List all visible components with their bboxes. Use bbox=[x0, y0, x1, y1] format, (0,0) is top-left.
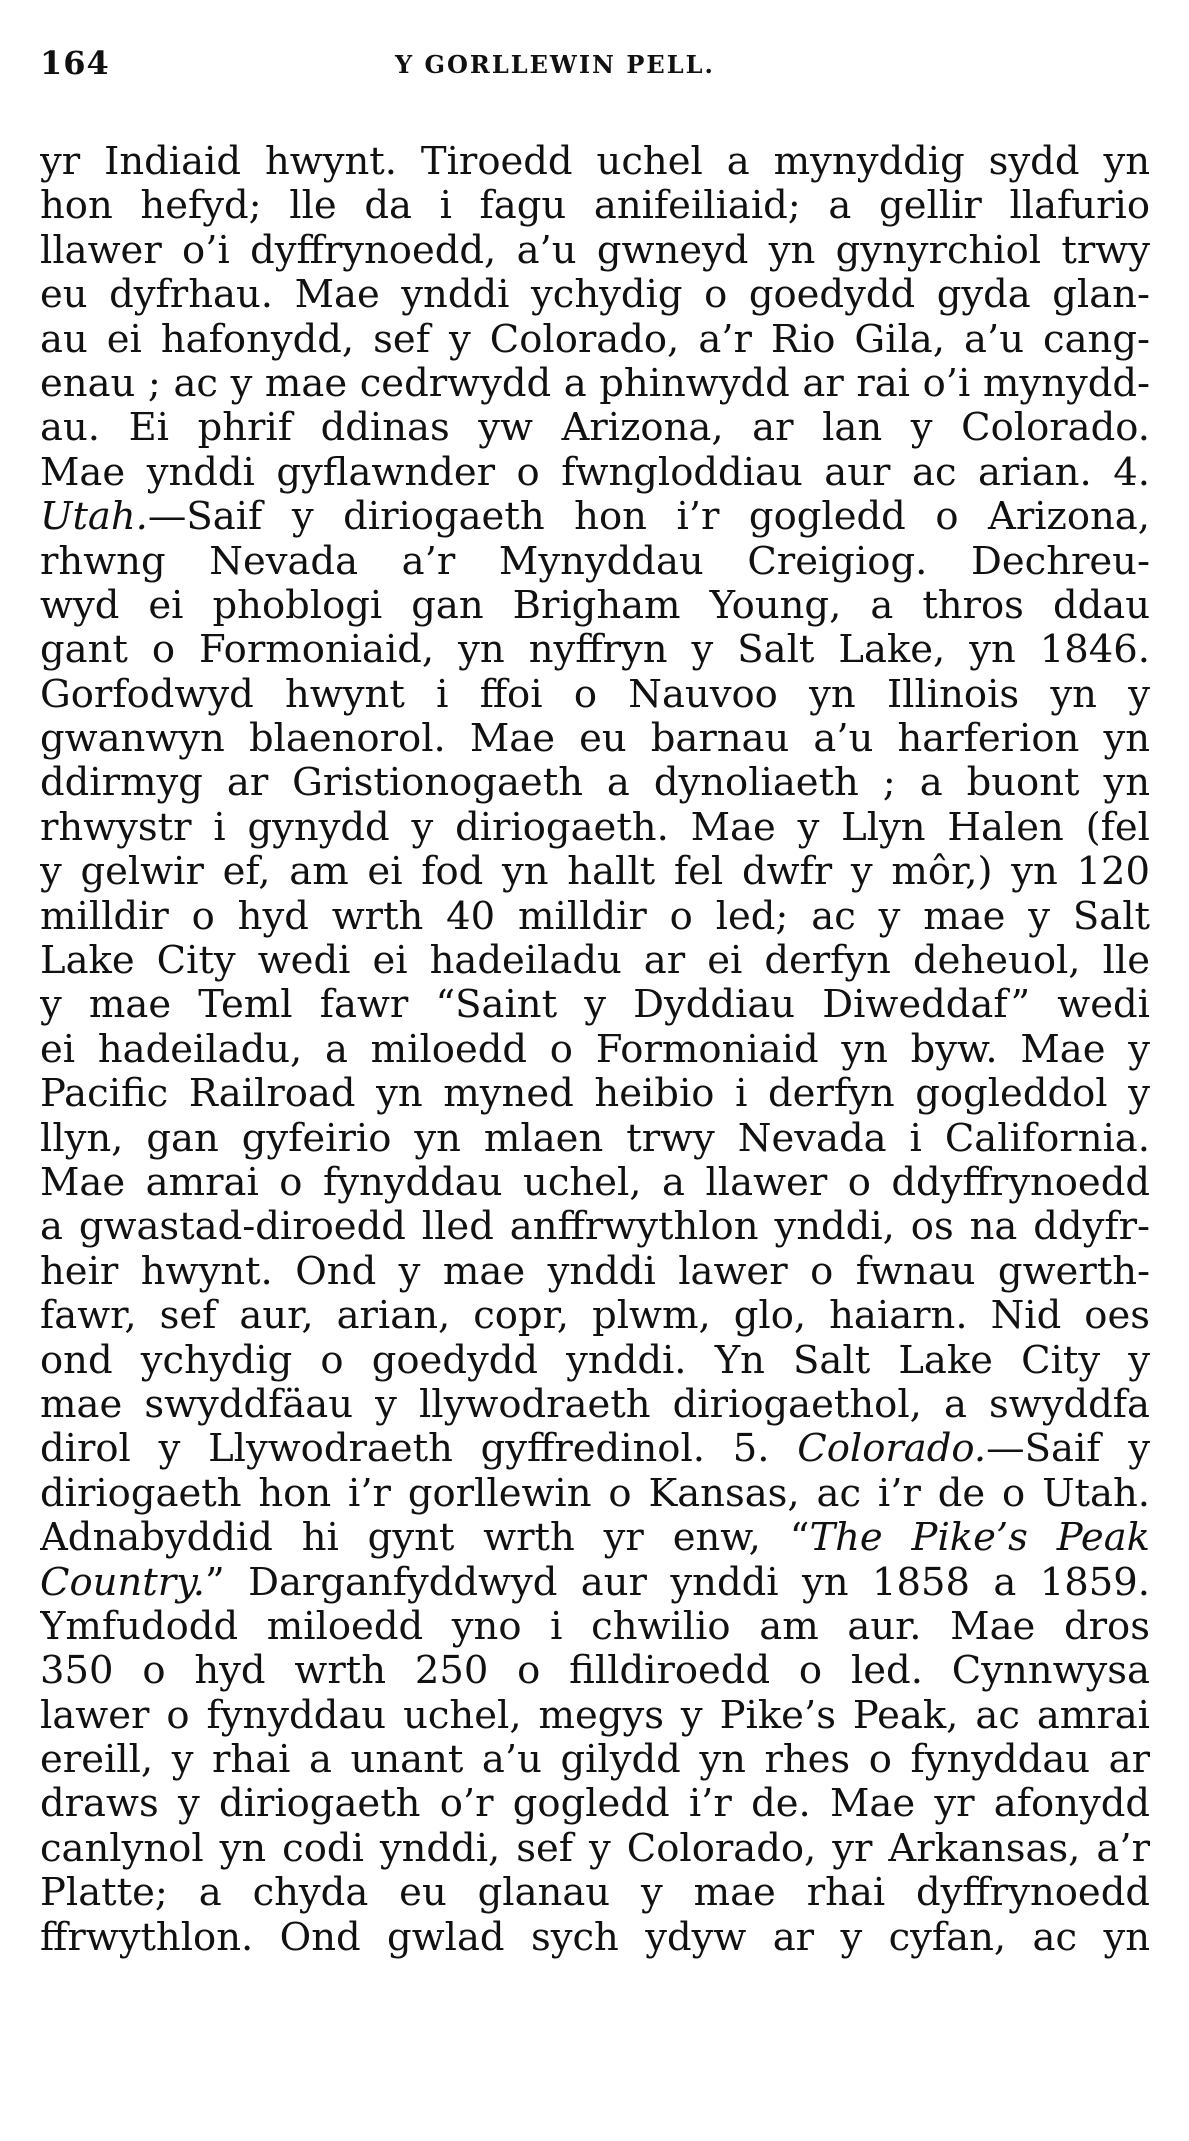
text-line bbox=[40, 939, 1150, 983]
text-line bbox=[40, 717, 1150, 761]
text-line bbox=[40, 318, 1150, 362]
italic-run: Country. bbox=[40, 1560, 205, 1605]
text-line bbox=[40, 850, 1150, 894]
text-line bbox=[40, 540, 1150, 584]
text-run: ddirmyg ar Gristionogaeth a dynoliaeth ; a buont yn bbox=[40, 761, 1150, 806]
text-line bbox=[40, 1694, 1150, 1738]
text-run: enau ; ac y mae cedrwydd a phinwydd ar rai o’i mynydd- bbox=[40, 361, 1150, 406]
text-line bbox=[40, 1871, 1150, 1915]
text-run: draws y diriogaeth o’r gogledd i’r de. Mae yr afonydd bbox=[40, 1782, 1150, 1827]
text-line bbox=[40, 451, 1150, 495]
text-run: lawer o fynyddau uchel, megys y Pike’s Peak, ac amrai bbox=[40, 1693, 1150, 1738]
text-line bbox=[40, 1605, 1150, 1649]
text-line bbox=[40, 1250, 1150, 1294]
text-line bbox=[40, 806, 1150, 850]
text-run: Ymfudodd miloedd yno i chwilio am aur. Mae dros bbox=[40, 1604, 1150, 1649]
italic-run: Utah. bbox=[40, 495, 148, 540]
text-run: Mae ynddi gyflawnder o fwngloddiau aur ac arian. 4. bbox=[40, 450, 1150, 495]
body-text bbox=[40, 140, 1150, 1960]
text-run: ffrwythlon. Ond gwlad sych ydyw ar y cyfan, ac yn bbox=[40, 1915, 1150, 1960]
text-run: fawr, sef aur, arian, copr, plwm, glo, haiarn. Nid oes bbox=[40, 1294, 1150, 1339]
text-run: yr Indiaid hwynt. Tiroedd uchel a mynyddig sydd yn bbox=[40, 140, 1150, 184]
text-line bbox=[40, 1028, 1150, 1072]
italic-run: Colorado. bbox=[797, 1427, 987, 1472]
text-line bbox=[40, 895, 1150, 939]
text-line bbox=[40, 628, 1150, 672]
text-line bbox=[40, 229, 1150, 273]
text-line bbox=[40, 761, 1150, 805]
text-run: ond ychydig o goedydd ynddi. Yn Salt Lake City y bbox=[40, 1338, 1150, 1383]
text-run: llyn, gan gyfeirio yn mlaen trwy Nevada i California. bbox=[40, 1116, 1150, 1161]
text-run: diriogaeth hon i’r gorllewin o Kansas, ac i’r de o Utah. bbox=[40, 1471, 1150, 1516]
text-run: llawer o’i dyffrynoedd, a’u gwneyd yn gynyrchiol trwy bbox=[40, 228, 1150, 273]
text-run: y gelwir ef, am ei fod yn hallt fel dwfr y môr,) yn 120 bbox=[40, 850, 1150, 895]
text-run: eu dyfrhau. Mae ynddi ychydig o goedydd gyda glan- bbox=[40, 273, 1150, 318]
text-run: canlynol yn codi ynddi, sef y Colorado, yr Arkansas, a’r bbox=[40, 1826, 1150, 1871]
text-run: Adnabyddid hi gynt wrth yr enw, “ bbox=[40, 1516, 810, 1561]
text-run: gant o Formoniaid, yn nyffryn y Salt Lake, yn 1846. bbox=[40, 628, 1150, 673]
text-run: —Saif y bbox=[986, 1427, 1150, 1472]
text-run: dirol y Llywodraeth gyffredinol. 5. bbox=[40, 1427, 798, 1472]
page-number: 164 bbox=[40, 44, 110, 82]
text-run: wyd ei phoblogi gan Brigham Young, a thros ddau bbox=[40, 583, 1150, 628]
text-line bbox=[40, 1827, 1150, 1871]
text-run: milldir o hyd wrth 40 milldir o led; ac y mae y Salt bbox=[40, 894, 1150, 939]
text-run: —Saif y diriogaeth hon i’r gogledd o Arizona, bbox=[147, 495, 1150, 540]
text-run: rhwystr i gynydd y diriogaeth. Mae y Llyn Halen (fel bbox=[40, 805, 1150, 850]
text-run: hon hefyd; lle da i fagu anifeiliaid; a gellir llafurio bbox=[40, 184, 1150, 229]
text-line bbox=[40, 362, 1150, 406]
text-run: Platte; a chyda eu glanau y mae rhai dyffrynoedd bbox=[40, 1871, 1150, 1916]
text-line bbox=[40, 1561, 1150, 1605]
text-run: gwanwyn blaenorol. Mae eu barnau a’u harferion yn bbox=[40, 717, 1150, 762]
text-line bbox=[40, 406, 1150, 450]
text-run: mae swyddfäau y llywodraeth diriogaethol, a swyddfa bbox=[40, 1382, 1150, 1427]
text-line bbox=[40, 1339, 1150, 1383]
text-line bbox=[40, 1383, 1150, 1427]
text-run: Pacific Railroad yn myned heibio i derfyn gogleddol y bbox=[40, 1072, 1150, 1117]
running-head bbox=[40, 44, 1150, 84]
text-line bbox=[40, 1516, 1150, 1560]
text-run: rhwng Nevada a’r Mynyddau Creigiog. Dechreu- bbox=[40, 539, 1150, 584]
text-line bbox=[40, 983, 1150, 1027]
text-run: Lake City wedi ei hadeiladu ar ei derfyn deheuol, lle bbox=[40, 939, 1150, 984]
text-line bbox=[40, 1782, 1150, 1826]
text-run: y mae Teml fawr “Saint y Dyddiau Diweddaf” wedi bbox=[40, 983, 1150, 1028]
text-run: au ei hafonydd, sef y Colorado, a’r Rio Gila, a’u cang- bbox=[40, 317, 1150, 362]
text-line bbox=[40, 1427, 1150, 1471]
text-run: au. Ei phrif ddinas yw Arizona, ar lan y Colorado. bbox=[40, 406, 1150, 451]
text-run: ei hadeiladu, a miloedd o Formoniaid yn byw. Mae y bbox=[40, 1027, 1150, 1072]
text-run: a gwastad-diroedd lled anffrwythlon ynddi, os na ddyfr- bbox=[40, 1205, 1150, 1250]
text-line bbox=[40, 1472, 1150, 1516]
text-line bbox=[40, 495, 1150, 539]
text-line bbox=[40, 140, 1150, 184]
text-line bbox=[40, 1294, 1150, 1338]
text-line bbox=[40, 673, 1150, 717]
text-line bbox=[40, 1205, 1150, 1249]
text-run: ereill, y rhai a unant a’u gilydd yn rhes o fynyddau ar bbox=[40, 1738, 1150, 1783]
text-run: Mae amrai o fynyddau uchel, a llawer o ddyffrynoedd bbox=[40, 1160, 1150, 1205]
text-line bbox=[40, 1072, 1150, 1116]
text-line bbox=[40, 1117, 1150, 1161]
text-line bbox=[40, 1161, 1150, 1205]
text-line bbox=[40, 584, 1150, 628]
text-run: ” Darganfyddwyd aur ynddi yn 1858 a 1859. bbox=[204, 1560, 1150, 1605]
text-run: 350 o hyd wrth 250 o filldiroedd o led. Cynnwysa bbox=[40, 1649, 1150, 1694]
running-title: Y GORLLEWIN PELL. bbox=[395, 50, 715, 79]
text-line bbox=[40, 1649, 1150, 1693]
text-line bbox=[40, 1738, 1150, 1782]
text-line bbox=[40, 273, 1150, 317]
text-run: heir hwynt. Ond y mae ynddi lawer o fwnau gwerth- bbox=[40, 1249, 1150, 1294]
text-line bbox=[40, 1916, 1150, 1960]
italic-run: The Pike’s Peak bbox=[809, 1516, 1150, 1561]
text-line bbox=[40, 184, 1150, 228]
text-run: Gorfodwyd hwynt i ffoi o Nauvoo yn Illinois yn y bbox=[40, 672, 1150, 717]
